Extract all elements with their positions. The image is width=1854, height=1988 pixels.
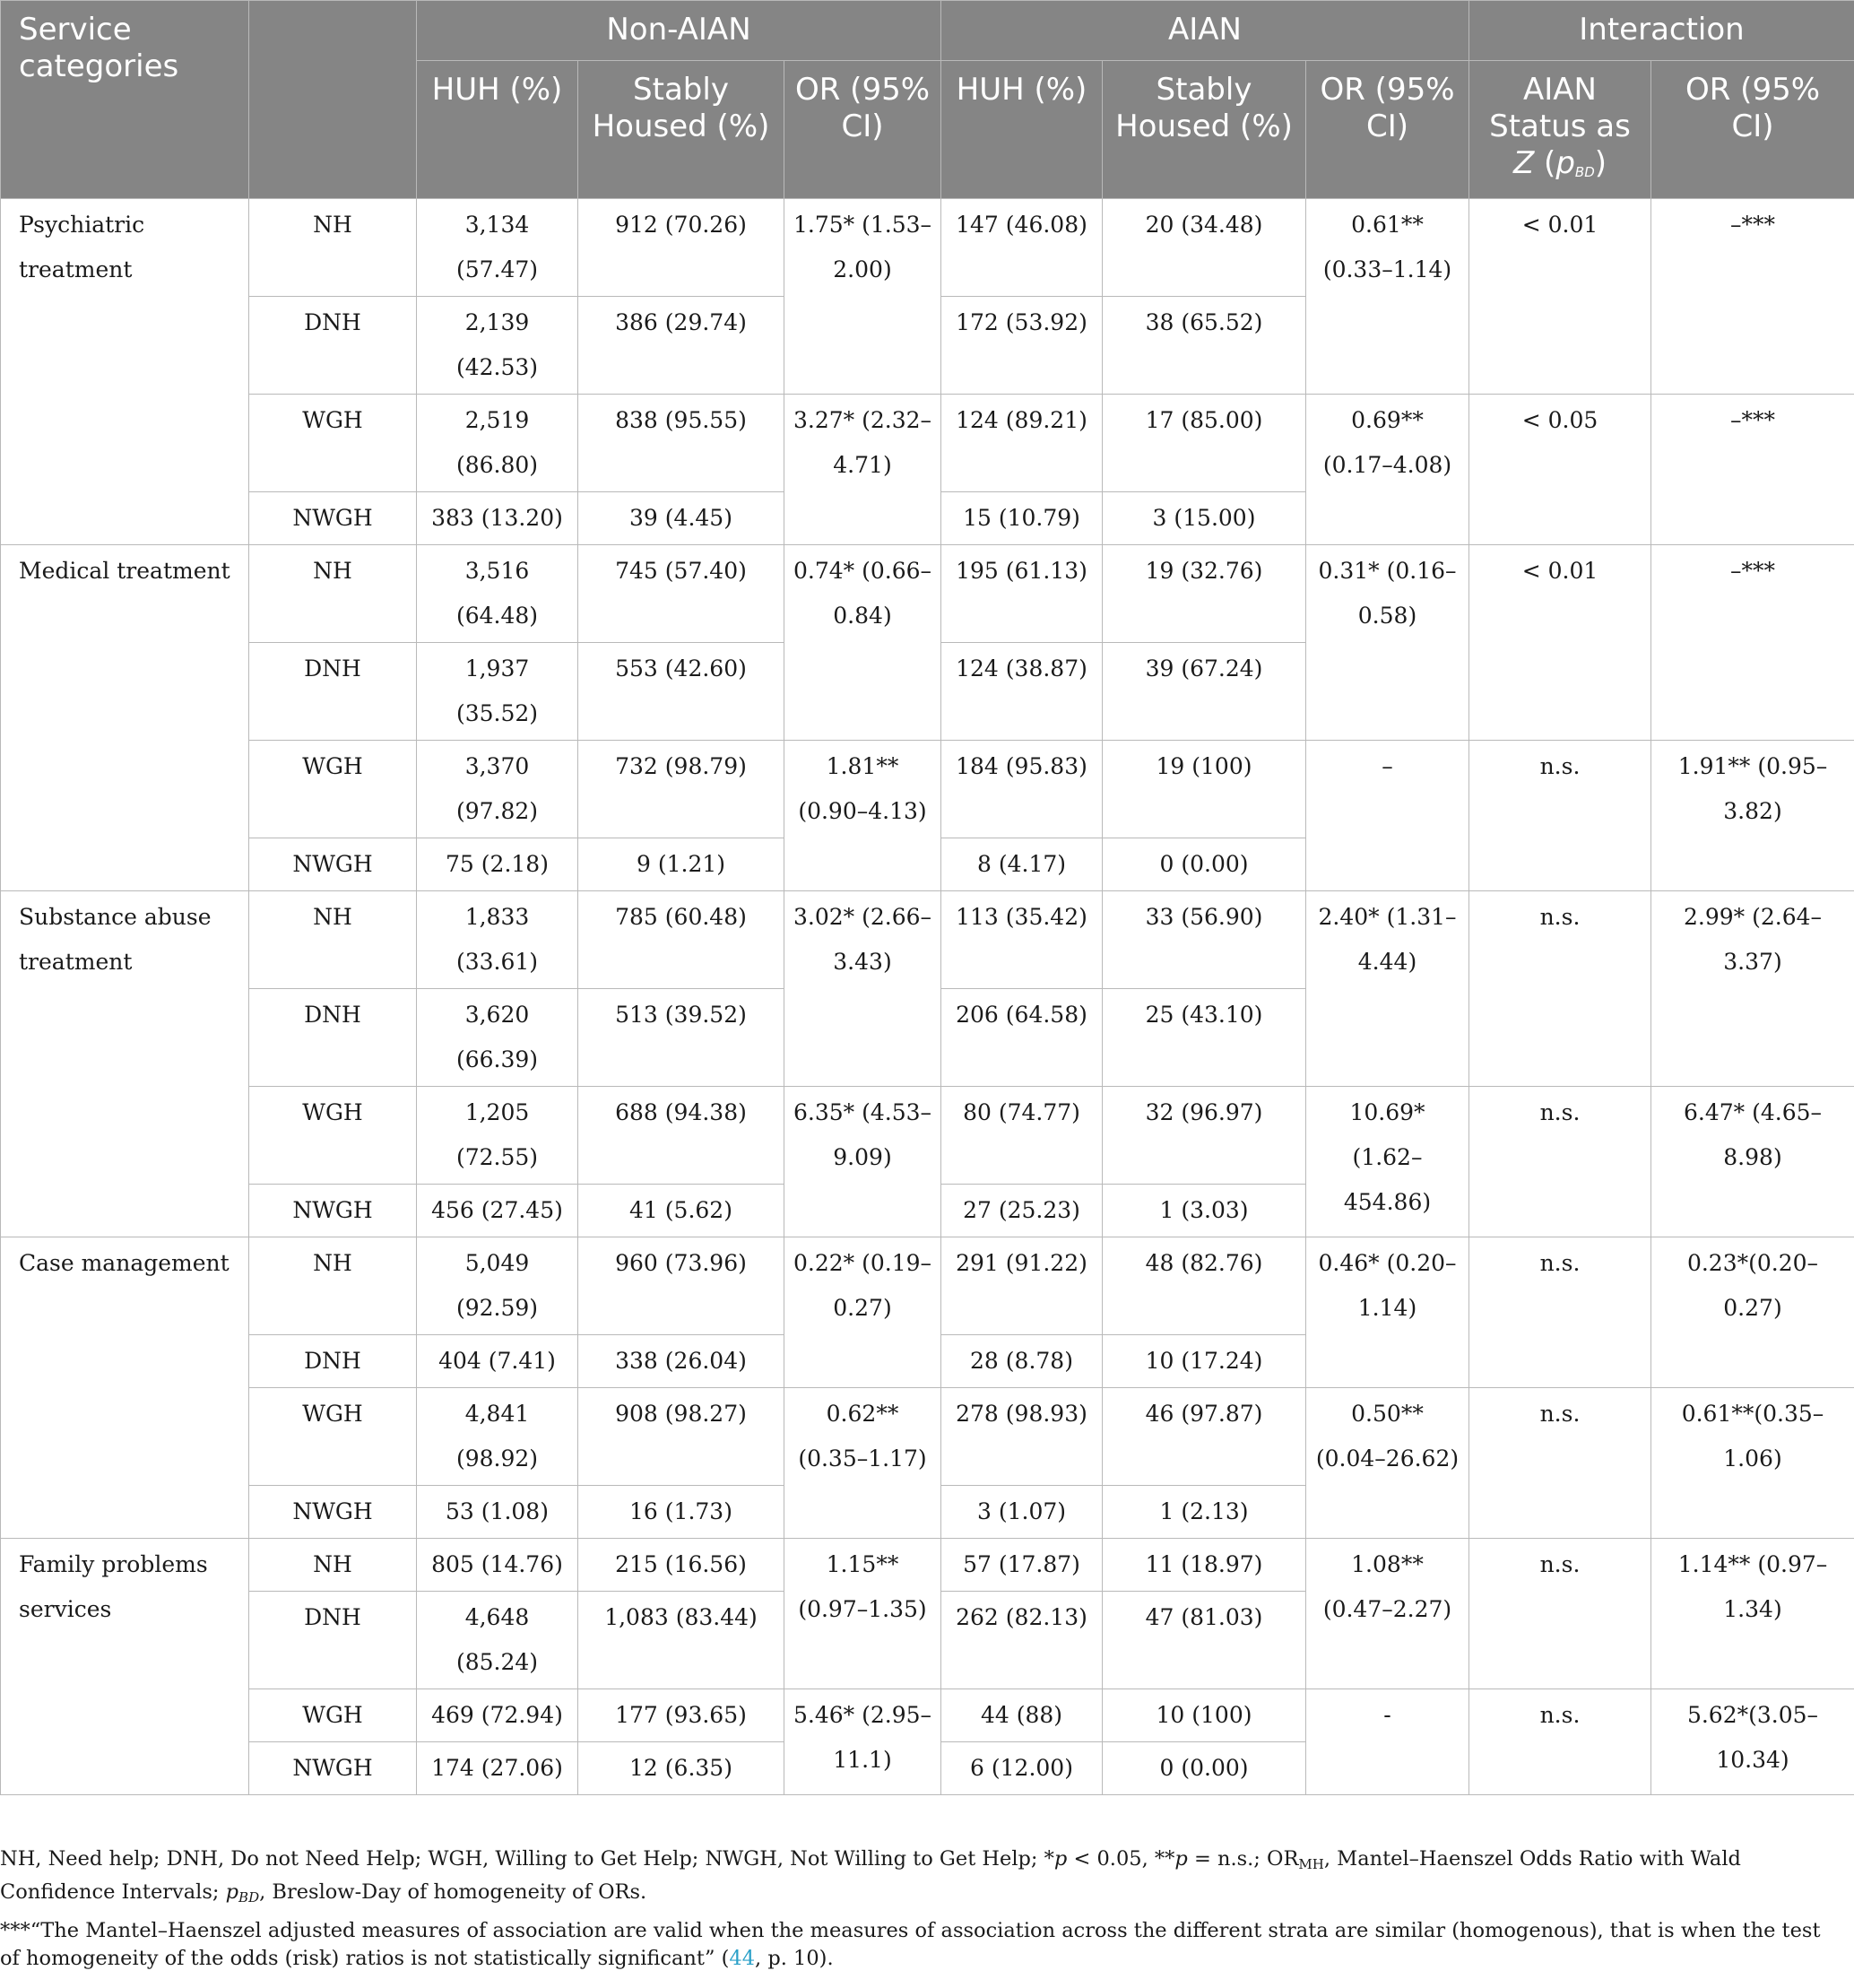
non-aian-huh-cell: 3,370 (97.82) [417,741,578,838]
non-aian-huh-cell: 2,519 (86.80) [417,395,578,492]
aian-stably-housed-cell: 33 (56.90) [1103,891,1306,989]
non-aian-stably-housed-cell: 688 (94.38) [578,1087,784,1185]
aian-huh-cell: 57 (17.87) [941,1539,1103,1592]
service-category: Psychiatric treatment [1,199,249,545]
aian-status-z-cell: n.s. [1469,1689,1651,1795]
non-aian-stably-housed-cell: 215 (16.56) [578,1539,784,1592]
non-aian-stably-housed-cell: 745 (57.40) [578,545,784,643]
aian-status-z-cell: n.s. [1469,741,1651,891]
non-aian-stably-housed-cell: 386 (29.74) [578,297,784,395]
non-aian-or-cell: 1.81** (0.90–4.13) [784,741,941,891]
table-row [1,1689,1854,1742]
interaction-or-cell: 2.99* (2.64–3.37) [1651,891,1854,1087]
footnote-text: = n.s.; OR [1187,1847,1299,1871]
non-aian-stably-housed-cell: 912 (70.26) [578,199,784,297]
non-aian-stably-housed-cell: 785 (60.48) [578,891,784,989]
non-aian-huh-cell: 3,620 (66.39) [417,989,578,1087]
aian-or-cell: 0.50** (0.04–26.62) [1306,1388,1469,1539]
non-aian-huh-cell: 5,049 (92.59) [417,1237,578,1335]
non-aian-or-cell: 0.62** (0.35–1.17) [784,1388,941,1539]
aian-huh-cell: 262 (82.13) [941,1592,1103,1689]
aian-huh-cell: 28 (8.78) [941,1335,1103,1388]
non-aian-stably-housed-cell: 39 (4.45) [578,492,784,545]
footnote-mantel-haenszel [0,1917,1838,1973]
aian-stably-housed-cell: 1 (2.13) [1103,1486,1306,1539]
non-aian-huh-cell: 1,937 (35.52) [417,643,578,741]
row-label: NWGH [249,1742,417,1795]
footnote-abbreviations [0,1845,1838,1912]
row-label: WGH [249,1689,417,1742]
footnote-p: p [1053,1847,1068,1871]
non-aian-huh-cell: 3,516 (64.48) [417,545,578,643]
interaction-or-cell: 5.62*(3.05–10.34) [1651,1689,1854,1795]
aian-huh-cell: 15 (10.79) [941,492,1103,545]
non-aian-huh-cell: 2,139 (42.53) [417,297,578,395]
non-aian-stably-housed-cell: 908 (98.27) [578,1388,784,1486]
footnote-text: ***“The Mantel–Haenszel adjusted measures of association are valid when the measures of association across the different strata are similar (homogenous), that is when the test of homogeneity of the odds (risk) ratios is not statistically significant” ( [0,1919,1821,1970]
non-aian-huh-cell: 1,833 (33.61) [417,891,578,989]
aian-or-cell: – [1306,741,1469,891]
header-interaction: Interaction [1469,1,1854,61]
aian-huh-cell: 184 (95.83) [941,741,1103,838]
non-aian-stably-housed-cell: 177 (93.65) [578,1689,784,1742]
header-z: Z [1512,145,1535,181]
aian-huh-cell: 206 (64.58) [941,989,1103,1087]
footnote-text: NH, Need help; DNH, Do not Need Help; WGH, Willing to Get Help; NWGH, Not Willing to Get Help; * [0,1847,1054,1871]
aian-huh-cell: 172 (53.92) [941,297,1103,395]
interaction-or-cell: 6.47* (4.65–8.98) [1651,1087,1854,1237]
footnote-p: p [1174,1847,1188,1871]
aian-status-z-cell: < 0.01 [1469,545,1651,741]
non-aian-stably-housed-cell: 41 (5.62) [578,1185,784,1237]
aian-stably-housed-cell: 25 (43.10) [1103,989,1306,1087]
reference-link[interactable]: 44 [729,1947,756,1970]
footnote-bd: BD [238,1889,260,1906]
non-aian-stably-housed-cell: 553 (42.60) [578,643,784,741]
aian-stably-housed-cell: 10 (100) [1103,1689,1306,1742]
header-non-aian: Non-AIAN [417,1,941,61]
row-label: NWGH [249,492,417,545]
aian-status-z-cell: < 0.05 [1469,395,1651,545]
row-label: NH [249,199,417,297]
aian-status-z-cell: n.s. [1469,1087,1651,1237]
interaction-or-cell: 1.91** (0.95–3.82) [1651,741,1854,891]
non-aian-or-cell: 0.22* (0.19–0.27) [784,1237,941,1388]
service-category: Case management [1,1237,249,1539]
aian-huh-cell: 124 (89.21) [941,395,1103,492]
header-interaction-or: OR (95% CI) [1651,61,1854,199]
non-aian-stably-housed-cell: 732 (98.79) [578,741,784,838]
aian-huh-cell: 44 (88) [941,1689,1103,1742]
row-label: WGH [249,741,417,838]
header-aian-or: OR (95% CI) [1306,61,1469,199]
row-label: NH [249,1237,417,1335]
header-non-aian-stably-housed: Stably Housed (%) [578,61,784,199]
interaction-or-cell: –*** [1651,199,1854,395]
non-aian-huh-cell: 53 (1.08) [417,1486,578,1539]
non-aian-huh-cell: 3,134 (57.47) [417,199,578,297]
row-label: NH [249,545,417,643]
row-label: NWGH [249,838,417,891]
header-p: p [1555,145,1575,181]
non-aian-huh-cell: 4,841 (98.92) [417,1388,578,1486]
header-aian-huh: HUH (%) [941,61,1103,199]
service-category: Medical treatment [1,545,249,891]
footnote-text: < 0.05, ** [1067,1847,1175,1871]
non-aian-stably-housed-cell: 838 (95.55) [578,395,784,492]
aian-stably-housed-cell: 11 (18.97) [1103,1539,1306,1592]
aian-or-cell: 1.08** (0.47–2.27) [1306,1539,1469,1689]
non-aian-huh-cell: 1,205 (72.55) [417,1087,578,1185]
table-row [1,1237,1854,1335]
aian-stably-housed-cell: 19 (32.76) [1103,545,1306,643]
aian-stably-housed-cell: 20 (34.48) [1103,199,1306,297]
table-row [1,395,1854,492]
aian-huh-cell: 291 (91.22) [941,1237,1103,1335]
aian-or-cell: - [1306,1689,1469,1795]
table-row [1,199,1854,297]
aian-stably-housed-cell: 38 (65.52) [1103,297,1306,395]
aian-stably-housed-cell: 46 (97.87) [1103,1388,1306,1486]
aian-huh-cell: 27 (25.23) [941,1185,1103,1237]
aian-stably-housed-cell: 47 (81.03) [1103,1592,1306,1689]
header-non-aian-huh: HUH (%) [417,61,578,199]
row-label: DNH [249,989,417,1087]
aian-huh-cell: 8 (4.17) [941,838,1103,891]
non-aian-or-cell: 0.74* (0.66–0.84) [784,545,941,741]
aian-stably-housed-cell: 3 (15.00) [1103,492,1306,545]
aian-stably-housed-cell: 0 (0.00) [1103,838,1306,891]
header-service-categories: Service categories [1,1,249,199]
aian-stably-housed-cell: 10 (17.24) [1103,1335,1306,1388]
aian-huh-cell: 278 (98.93) [941,1388,1103,1486]
aian-status-z-cell: < 0.01 [1469,199,1651,395]
aian-huh-cell: 113 (35.42) [941,891,1103,989]
table-row [1,1539,1854,1592]
interaction-or-cell: 0.23*(0.20–0.27) [1651,1237,1854,1388]
non-aian-or-cell: 1.75* (1.53–2.00) [784,199,941,395]
row-label: DNH [249,1592,417,1689]
aian-huh-cell: 124 (38.87) [941,643,1103,741]
aian-huh-cell: 195 (61.13) [941,545,1103,643]
header-non-aian-or: OR (95% CI) [784,61,941,199]
row-label: NH [249,891,417,989]
aian-stably-housed-cell: 48 (82.76) [1103,1237,1306,1335]
aian-or-cell: 0.46* (0.20–1.14) [1306,1237,1469,1388]
aian-stably-housed-cell: 32 (96.97) [1103,1087,1306,1185]
row-label: DNH [249,643,417,741]
aian-status-z-cell: n.s. [1469,1388,1651,1539]
aian-status-z-cell: n.s. [1469,1539,1651,1689]
aian-huh-cell: 6 (12.00) [941,1742,1103,1795]
non-aian-or-cell: 3.27* (2.32–4.71) [784,395,941,545]
aian-or-cell: 0.69** (0.17–4.08) [1306,395,1469,545]
non-aian-stably-housed-cell: 338 (26.04) [578,1335,784,1388]
table-row [1,545,1854,643]
table-row [1,891,1854,989]
aian-status-z-cell: n.s. [1469,891,1651,1087]
header-aian-status-prefix: AIAN Status as [1489,72,1631,144]
row-label: NWGH [249,1486,417,1539]
non-aian-huh-cell: 174 (27.06) [417,1742,578,1795]
table-row [1,1388,1854,1486]
aian-stably-housed-cell: 39 (67.24) [1103,643,1306,741]
non-aian-huh-cell: 404 (7.41) [417,1335,578,1388]
aian-stably-housed-cell: 0 (0.00) [1103,1742,1306,1795]
non-aian-stably-housed-cell: 9 (1.21) [578,838,784,891]
aian-or-cell: 0.31* (0.16–0.58) [1306,545,1469,741]
interaction-or-cell: 0.61**(0.35–1.06) [1651,1388,1854,1539]
header-blank [249,1,417,199]
header-bd: BD [1574,164,1595,180]
row-label: NWGH [249,1185,417,1237]
footnote-mh: MH [1298,1856,1324,1872]
non-aian-or-cell: 1.15** (0.97–1.35) [784,1539,941,1689]
non-aian-stably-housed-cell: 513 (39.52) [578,989,784,1087]
non-aian-huh-cell: 383 (13.20) [417,492,578,545]
table-row [1,1087,1854,1185]
aian-or-cell: 2.40* (1.31–4.44) [1306,891,1469,1087]
footnote-p: p [225,1880,239,1904]
non-aian-or-cell: 5.46* (2.95–11.1) [784,1689,941,1795]
service-category: Substance abuse treatment [1,891,249,1237]
aian-huh-cell: 147 (46.08) [941,199,1103,297]
table-row [1,741,1854,838]
footnote-text: , Breslow-Day of homogeneity of ORs. [259,1880,647,1904]
header-aian-status: AIAN Status as Z $(p_{BD})$ [1469,61,1651,199]
header-aian-stably-housed: Stably Housed (%) [1103,61,1306,199]
row-label: DNH [249,1335,417,1388]
interaction-or-cell: 1.14** (0.97–1.34) [1651,1539,1854,1689]
non-aian-stably-housed-cell: 12 (6.35) [578,1742,784,1795]
row-label: WGH [249,395,417,492]
interaction-or-cell: –*** [1651,395,1854,545]
row-label: DNH [249,297,417,395]
aian-or-cell: 10.69* (1.62–454.86) [1306,1087,1469,1237]
non-aian-huh-cell: 456 (27.45) [417,1185,578,1237]
aian-status-z-cell: n.s. [1469,1237,1651,1388]
interaction-or-cell: –*** [1651,545,1854,741]
header-aian: AIAN [941,1,1469,61]
aian-stably-housed-cell: 17 (85.00) [1103,395,1306,492]
table-header [1,1,1854,199]
table-body [1,199,1854,1795]
non-aian-huh-cell: 469 (72.94) [417,1689,578,1742]
row-label: WGH [249,1087,417,1185]
aian-stably-housed-cell: 19 (100) [1103,741,1306,838]
footnote-text: , Mantel–Haenszel Odds Ratio with Wald Confidence Intervals; [0,1847,1741,1904]
non-aian-stably-housed-cell: 16 (1.73) [578,1486,784,1539]
table-footnotes [0,1845,1838,1978]
row-label: WGH [249,1388,417,1486]
aian-huh-cell: 80 (74.77) [941,1087,1103,1185]
non-aian-or-cell: 6.35* (4.53–9.09) [784,1087,941,1237]
non-aian-huh-cell: 4,648 (85.24) [417,1592,578,1689]
aian-huh-cell: 3 (1.07) [941,1486,1103,1539]
non-aian-stably-housed-cell: 960 (73.96) [578,1237,784,1335]
non-aian-huh-cell: 805 (14.76) [417,1539,578,1592]
service-category: Family problems services [1,1539,249,1795]
aian-or-cell: 0.61** (0.33–1.14) [1306,199,1469,395]
non-aian-stably-housed-cell: 1,083 (83.44) [578,1592,784,1689]
footnote-text: , p. 10). [755,1947,834,1970]
non-aian-or-cell: 3.02* (2.66–3.43) [784,891,941,1087]
row-label: NH [249,1539,417,1592]
non-aian-huh-cell: 75 (2.18) [417,838,578,891]
aian-stably-housed-cell: 1 (3.03) [1103,1185,1306,1237]
